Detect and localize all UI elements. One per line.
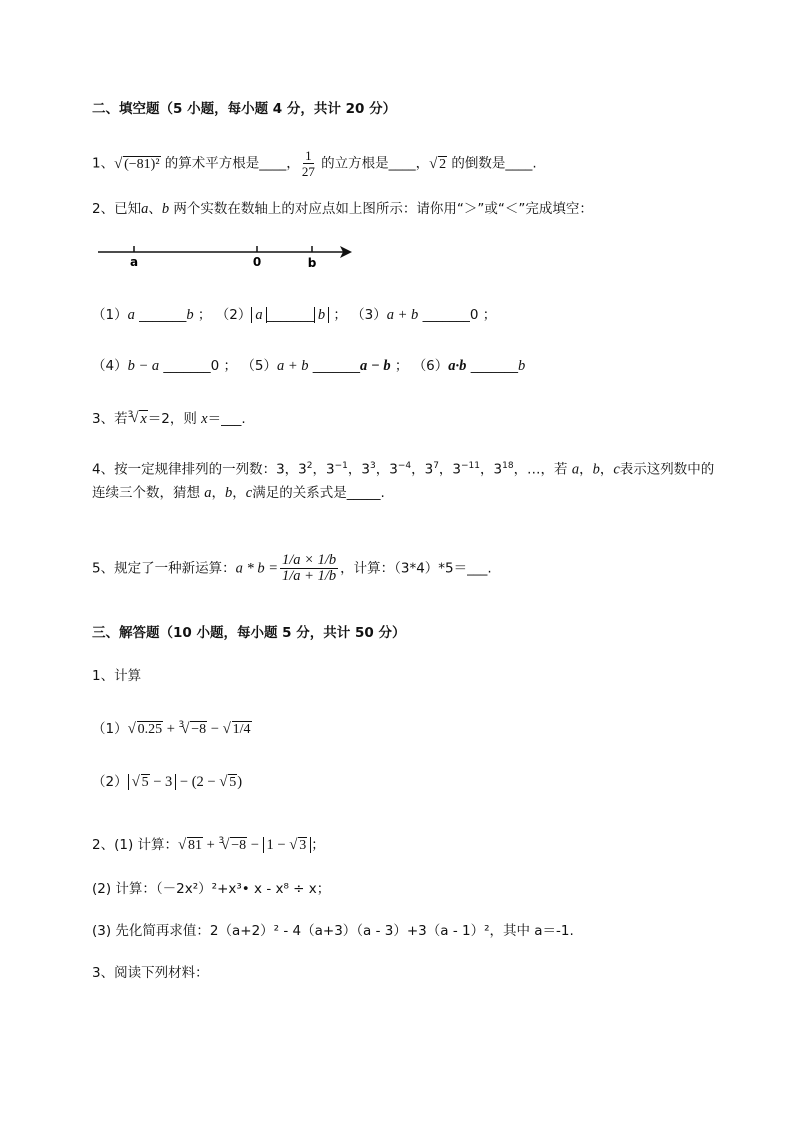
label-0: 0 [252, 255, 262, 269]
question-3-2-part-1: 2、(1) 计算：√ 81 + $^3$√ −8 − 1 − √ 3 ； [92, 832, 325, 855]
q-text: 的倒数是____. [447, 155, 537, 172]
question-2-4-line-2: 连续三个数，猜想 a，b，c满足的关系式是_____. [92, 485, 385, 501]
sqrt-expression: √ (−81)² [114, 156, 160, 174]
question-3-1-part-1: （1）√ 0.25 + $^3$√ −8 − √ 1/4 [92, 716, 252, 739]
number-line [96, 240, 358, 272]
question-2-2: 2、已知a、b 两个实数在数轴上的对应点如上图所示：请你用“＞”或“＜”完成填空： [92, 201, 593, 217]
question-2-2-row-1: （1）a _______b ； （2） a _______ b ； （3）a + b _______0 ； [92, 307, 497, 323]
section-3-title: 三、解答题（10 小题，每小题 5 分，共计 50 分） [92, 625, 406, 641]
label-b: b [307, 256, 317, 270]
question-2-2-row-2: （4）b − a _______0 ； （5）a + b _______a − b ； （6）a·b _______b [92, 358, 526, 374]
question-2-4-line-1: 4、按一定规律排列的一列数：3，$3^2$，$3^{-1}$，$3^3$，$3^{-4}$，$3^7$，$3^{-11}$，$3^{18}$，…，若 a，b，c表示这列数中的 [92, 461, 715, 478]
sqrt-2: √ 2 [429, 156, 447, 174]
question-3-2-part-2: (2) 计算：（－2x²）²+x³• x - x⁸ ÷ x； [92, 881, 331, 897]
question-2-1 [92, 148, 537, 179]
question-3-3-head: 3、阅读下列材料： [92, 965, 209, 981]
q-text: 的算术平方根是____， [160, 155, 300, 172]
fraction-1-27: $\frac{1}{27}$ [301, 148, 315, 179]
q-text: 的立方根是____， [316, 155, 430, 172]
q-number: 1、 [92, 155, 115, 172]
question-2-3: 3、若$^3$√ x＝2，则 x＝___. [92, 406, 246, 429]
cube-root-x: √ x [130, 410, 147, 429]
question-3-2-part-3: (3) 先化简再求值：2（a+2）² - 4（a+3）（a - 3）+3（a - 1）²，其中 a＝-1. [92, 923, 574, 939]
label-a: a [129, 255, 139, 269]
operation-fraction: $\frac{1/a \times 1/b}{1/a + 1/b}$ [282, 552, 337, 584]
question-3-1-part-2: （2）√ 5 − 3 − (2 − √ 5) [92, 773, 242, 792]
question-2-5: 5、规定了一种新运算：a * b = $\frac{1/a \times 1/b}{1/a + 1/b}$ ，计算：（3*4）*5＝___. [92, 552, 492, 584]
section-2-title: 二、填空题（5 小题，每小题 4 分，共计 20 分） [92, 101, 397, 117]
question-3-1-head: 1、计算 [92, 668, 142, 684]
